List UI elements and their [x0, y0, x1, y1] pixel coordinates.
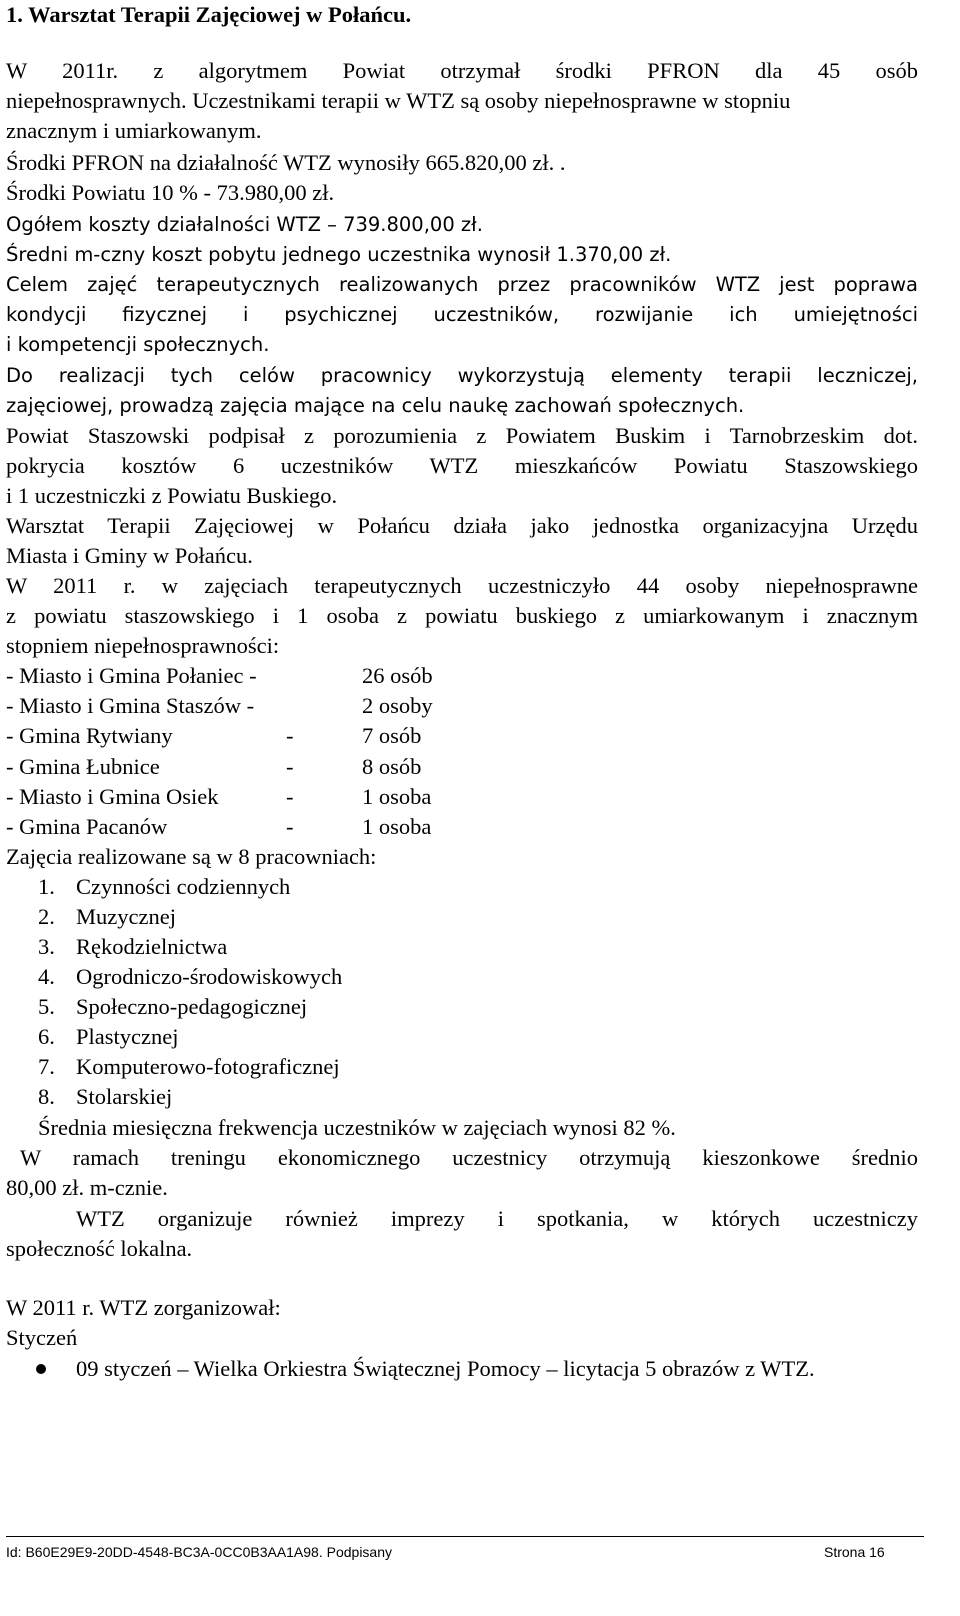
paragraph-line: z powiatu staszowskiego i 1 osoba z powiatu buskiego z umiarkowanym i znacznym — [6, 603, 918, 628]
paragraph-line: 80,00 zł. m-cznie. — [6, 1175, 168, 1200]
gmina-dash: - — [286, 723, 294, 748]
gmina-dash: - — [286, 754, 294, 779]
paragraph-line: zajęciowej, prowadzą zajęcia mające na celu naukę zachowań społecznych. — [6, 394, 745, 417]
gmina-name: - Gmina Rytwiany — [6, 723, 173, 748]
gmina-count: 8 osób — [362, 754, 422, 779]
list-number: 8. — [38, 1084, 55, 1109]
paragraph-line: Powiat Staszowski podpisał z porozumienia z Powiatem Buskim i Tarnobrzeskim dot. — [6, 423, 918, 448]
list-item — [38, 1082, 172, 1112]
list-text: Komputerowo-fotograficznej — [76, 1054, 340, 1079]
paragraph-line: W 2011 r. w zajęciach terapeutycznych uczestniczyło 44 osoby niepełnosprawne — [6, 573, 918, 598]
gmina-name: - Miasto i Gmina Połaniec - — [6, 663, 257, 688]
list-item — [38, 1052, 340, 1082]
gmina-name: - Miasto i Gmina Staszów - — [6, 693, 255, 718]
list-number: 4. — [38, 964, 55, 989]
gmina-count: 7 osób — [362, 723, 422, 748]
gmina-dash: - — [286, 784, 294, 809]
list-number: 7. — [38, 1054, 55, 1079]
paragraph-line: i 1 uczestniczki z Powiatu Buskiego. — [6, 483, 338, 508]
paragraph-line: W 2011 r. WTZ zorganizował: — [6, 1295, 281, 1320]
section-heading: 1. Warsztat Terapii Zajęciowej w Połańcu. — [6, 2, 412, 27]
paragraph-line: kondycji fizycznej i psychicznej uczestników, rozwijanie ich umiejętności — [6, 303, 918, 326]
list-text: Czynności codziennych — [76, 874, 291, 899]
list-item — [38, 992, 307, 1022]
paragraph-line: Miasta i Gminy w Połańcu. — [6, 543, 253, 568]
list-item — [38, 872, 290, 902]
list-text: Społeczno-pedagogicznej — [76, 994, 308, 1019]
paragraph-line: W ramach treningu ekonomicznego uczestnicy otrzymują kieszonkowe średnio — [20, 1145, 918, 1170]
month-label: Styczeń — [6, 1325, 78, 1350]
paragraph-line: pokrycia kosztów 6 uczestników WTZ mieszkańców Powiatu Staszowskiego — [6, 453, 918, 478]
footer-id: Id: B60E29E9-20DD-4548-BC3A-0CC0B3AA1A98. Podpisany — [6, 1544, 393, 1560]
list-item — [38, 1022, 178, 1052]
list-text: Muzycznej — [76, 904, 176, 929]
paragraph-line: Warsztat Terapii Zajęciowej w Połańcu działa jako jednostka organizacyjna Urzędu — [6, 513, 918, 538]
paragraph-line: Do realizacji tych celów pracownicy wykorzystują elementy terapii leczniczej, — [6, 364, 918, 387]
paragraph-line: Średni m-czny koszt pobytu jednego uczestnika wynosił 1.370,00 zł. — [6, 243, 672, 266]
list-number: 5. — [38, 994, 55, 1019]
list-number: 3. — [38, 934, 55, 959]
list-text: Stolarskiej — [76, 1084, 173, 1109]
paragraph-line: Zajęcia realizowane są w 8 pracowniach: — [6, 844, 377, 869]
gmina-name: - Gmina Pacanów — [6, 814, 168, 839]
list-item — [38, 962, 342, 992]
paragraph-line: społeczność lokalna. — [6, 1236, 193, 1261]
list-text: Rękodzielnictwa — [76, 934, 228, 959]
paragraph-line: i kompetencji społecznych. — [6, 333, 270, 356]
bullet-icon — [36, 1364, 46, 1374]
gmina-count: 1 osoba — [362, 784, 432, 809]
gmina-name: - Miasto i Gmina Osiek — [6, 784, 219, 809]
gmina-count: 26 osób — [362, 663, 433, 688]
paragraph-line: WTZ organizuje również imprezy i spotkania, w których uczestniczy — [76, 1206, 918, 1231]
list-number: 6. — [38, 1024, 55, 1049]
gmina-name: - Gmina Łubnice — [6, 754, 160, 779]
paragraph-line: niepełnosprawnych. Uczestnikami terapii w WTZ są osoby niepełnosprawne w stopniu — [6, 88, 791, 113]
paragraph-line: Celem zajęć terapeutycznych realizowanych przez pracowników WTZ jest poprawa — [6, 273, 918, 296]
list-number: 1. — [38, 874, 55, 899]
paragraph-line: W 2011r. z algorytmem Powiat otrzymał środki PFRON dla 45 osób — [6, 58, 918, 83]
paragraph-line: Środki Powiatu 10 % - 73.980,00 zł. — [6, 180, 335, 205]
list-item — [38, 932, 227, 962]
list-text: Ogrodniczo-środowiskowych — [76, 964, 343, 989]
event-item: 09 styczeń – Wielka Orkiestra Świątecznej Pomocy – licytacja 5 obrazów z WTZ. — [76, 1356, 815, 1381]
paragraph-line: znacznym i umiarkowanym. — [6, 118, 262, 143]
paragraph-line: Środki PFRON na działalność WTZ wynosiły 665.820,00 zł. . — [6, 150, 566, 175]
list-item — [38, 902, 176, 932]
paragraph-line: stopniem niepełnosprawności: — [6, 633, 280, 658]
paragraph-line: Ogółem koszty działalności WTZ – 739.800,00 zł. — [6, 213, 483, 236]
paragraph-line: Średnia miesięczna frekwencja uczestników w zajęciach wynosi 82 %. — [38, 1115, 676, 1140]
list-text: Plastycznej — [76, 1024, 179, 1049]
gmina-count: 2 osoby — [362, 693, 433, 718]
list-number: 2. — [38, 904, 55, 929]
gmina-count: 1 osoba — [362, 814, 432, 839]
gmina-dash: - — [286, 814, 294, 839]
footer-divider — [6, 1536, 924, 1537]
footer-page-number: Strona 16 — [824, 1544, 885, 1560]
